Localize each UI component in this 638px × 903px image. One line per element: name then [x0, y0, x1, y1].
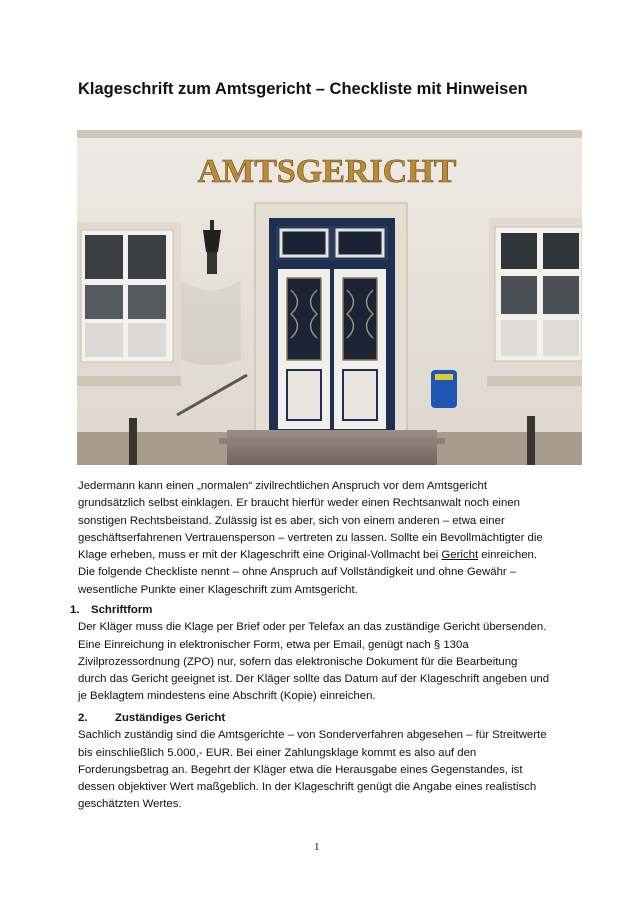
intro-line-text: Klage erheben, muss er mit der Klageschrift eine Original-Vollmacht bei [78, 549, 442, 562]
section-line: Sachlich zuständig sind die Amtsgerichte – von Sonderverfahren abgesehen – für Streitwerte [78, 729, 547, 742]
section-heading-text: Schriftform [91, 604, 153, 616]
intro-paragraph [78, 478, 568, 599]
intro-line: geschäftserfahrenen Vertrauensperson – vertreten zu lassen. Sollte ein Bevollmächtigter die [78, 531, 543, 544]
section-line: Forderungsbetrag an. Begehrt der Kläger etwa die Herausgabe eines Gegenstandes, ist [78, 763, 523, 776]
intro-line: grundsätzlich selbst einklagen. Er braucht hierfür weder einen Rechtsanwalt noch einen [78, 497, 520, 510]
section-line: Eine Einreichung in elektronischer Form, etwa per Email, genügt nach § 130a [78, 638, 469, 651]
intro-line [78, 547, 568, 564]
sign-text: AMTSGERICHT [197, 153, 457, 190]
gericht-link[interactable]: Gericht [441, 549, 479, 562]
intro-line: wesentliche Punkte einer Klageschrift zum Amtsgericht. [78, 583, 358, 596]
section-line: geschätzten Wertes. [78, 798, 182, 811]
section-heading [70, 602, 568, 619]
section-line: durch das Gericht geeignet ist. Der Kläger sollte das Datum auf der Klageschrift angeben und [78, 673, 550, 686]
section-line: je Beklagtem mindestens eine Abschrift (Kopie) einreichen. [78, 690, 376, 703]
page-title: Klageschrift zum Amtsgericht – Checkliste mit Hinweisen [78, 80, 528, 98]
page-number: 1 [314, 841, 320, 853]
intro-line-text: einreichen. [478, 549, 538, 562]
section-line: dessen objektiver Wert maßgeblich. In der Klageschrift genügt die Angabe eines realistisch [78, 781, 537, 794]
section-line: bis einschließlich 5.000,- EUR. Bei einer Zahlungsklage kommt es also auf den [78, 746, 477, 759]
section-number: 2. [78, 712, 88, 724]
section-line: Der Kläger muss die Klage per Brief oder per Telefax an das zuständige Gericht übersenden. [78, 621, 547, 634]
section-heading-text: Zuständiges Gericht [115, 712, 226, 724]
section-schriftform [70, 602, 568, 706]
courthouse-photo [77, 130, 582, 465]
section-line: Zivilprozessordnung (ZPO) nur, sofern das elektronische Dokument für die Bearbeitung [78, 655, 518, 668]
intro-line: sonstigen Rechtsbeistand. Zulässig ist es aber, sich von einem anderen – etwa einer [78, 514, 505, 527]
section-heading [78, 710, 568, 727]
intro-line: Jedermann kann einen „normalen“ zivilrechtlichen Anspruch vor dem Amtsgericht [78, 480, 487, 492]
intro-line: Die folgende Checkliste nennt – ohne Anspruch auf Vollständigkeit und ohne Gewähr – [78, 566, 517, 579]
section-number: 1. [70, 604, 80, 616]
section-zustaendiges-gericht [78, 710, 568, 814]
